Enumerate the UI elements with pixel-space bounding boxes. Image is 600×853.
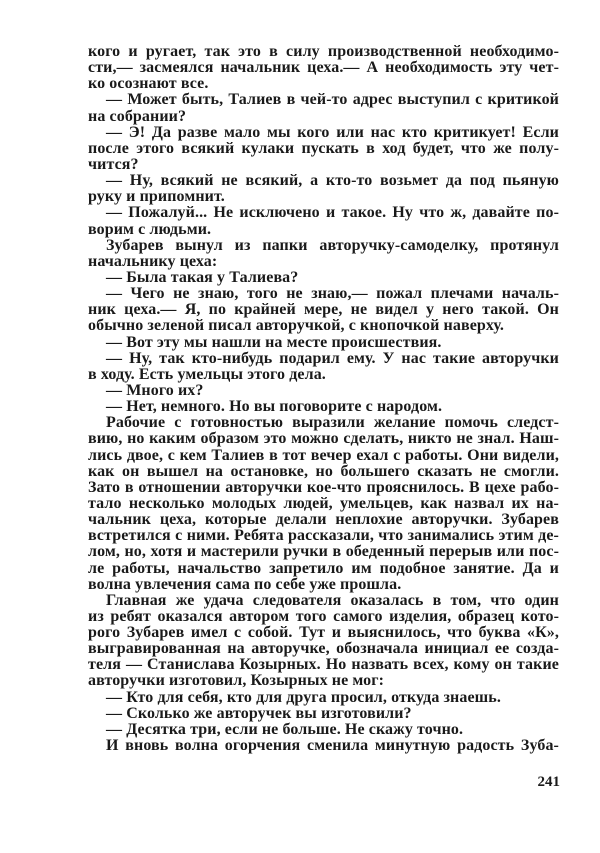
text-line: ко осознают все.	[88, 75, 209, 93]
text-line: из ребят оказался автором того самого изделия, образец кото-	[88, 607, 559, 625]
text-line: на собрании?	[88, 107, 187, 125]
text-line: Зато в отношении авторучки кое-что прояснилось. В цехе рабо-	[88, 478, 559, 496]
text-line: Главная же удача следователя оказалась в том, что один	[106, 591, 559, 609]
text-line: вию, но каким образом это можно сделать, никто не знал. Наш-	[88, 430, 559, 448]
text-line: обычно зеленой писал авторучкой, с кнопочкой наверху.	[88, 317, 505, 335]
text-line: — Много их?	[106, 381, 204, 399]
text-line: теля — Станислава Козырных. Но назвать всех, кому он такие	[88, 656, 559, 674]
text-line: — Кто для себя, кто для друга просил, откуда знаешь.	[106, 688, 501, 706]
text-line: начальнику цеха:	[88, 252, 218, 270]
page-number: 241	[537, 774, 560, 790]
text-line: после этого всякий кулаки пускать в ход будет, что же полу-	[88, 139, 559, 157]
text-line: чальник цеха, которые делали неплохие авторучки. Зубарев	[88, 511, 559, 529]
text-line: ле работы, начальство запретило им подобное занятие. Да и	[88, 559, 559, 577]
text-line: лом, но, хотя и мастерили ручки в обеденный перерыв или пос-	[88, 543, 559, 561]
text-line: лись двое, с кем Талиев в тот вечер ехал с работы. Они видели,	[88, 446, 559, 464]
text-line: — Чего не знаю, того не знаю,— пожал плечами началь-	[106, 285, 559, 303]
text-line: — Сколько же авторучек вы изготовили?	[106, 704, 412, 722]
text-line: — Нет, немного. Но вы поговорите с народом.	[106, 398, 443, 416]
text-line: — Была такая у Талиева?	[106, 268, 299, 286]
text-line: ник цеха.— Я, по крайней мере, не видел у него такой. Он	[88, 301, 559, 319]
text-line: авторучки изготовил, Козырных не мог:	[88, 672, 385, 690]
text-line: — Может быть, Талиев в чей-то адрес выступил с критикой	[106, 91, 559, 109]
text-line: ворим с людьми.	[88, 220, 212, 238]
text-line: Зубарев вынул из папки авторучку-самоделку, протянул	[106, 236, 559, 254]
text-line: тало несколько молодых людей, умельцев, как назвал их на-	[88, 494, 559, 512]
text-line: — Пожалуй... Не исключено и такое. Ну что ж, давайте по-	[106, 204, 559, 222]
text-line: как он вышел на остановке, но большего сказать не смогли.	[88, 462, 559, 480]
text-line: — Десятка три, если не больше. Не скажу точно.	[106, 720, 464, 738]
text-line: Рабочие с готовностью выразили желание помочь следст-	[106, 414, 559, 432]
book-page-text	[88, 44, 559, 754]
text-line: — Вот эту мы нашли на месте происшествия.	[106, 333, 442, 351]
text-line: в ходу. Есть умельцы этого дела.	[88, 365, 326, 383]
text-line: кого и ругает, так это в силу производственной необходимо-	[88, 43, 559, 60]
text-line: волна увлечения сама по себе уже прошла.	[88, 575, 402, 593]
text-line: И вновь волна огорчения сменила минутную радость Зуба-	[106, 737, 559, 755]
text-line: — Э! Да разве мало мы кого или нас кто критикует! Если	[106, 123, 559, 141]
text-line: рого Зубарев имел с собой. Тут и выяснилось, что буква «К»,	[88, 624, 559, 642]
text-line: руку и припомнит.	[88, 188, 225, 206]
text-line: сти,— засмеялся начальник цеха.— А необходимость эту чет-	[88, 59, 559, 77]
text-line: — Ну, так кто-нибудь подарил ему. У нас такие авторучки	[106, 349, 559, 367]
text-line: встретился с ними. Ребята рассказали, что занимались этим де-	[88, 527, 559, 545]
text-line: выгравированная на авторучке, обозначала инициал ее созда-	[88, 640, 559, 658]
text-line: — Ну, всякий не всякий, а кто-то возьмет да под пьяную	[106, 172, 559, 190]
text-line: чится?	[88, 155, 139, 173]
